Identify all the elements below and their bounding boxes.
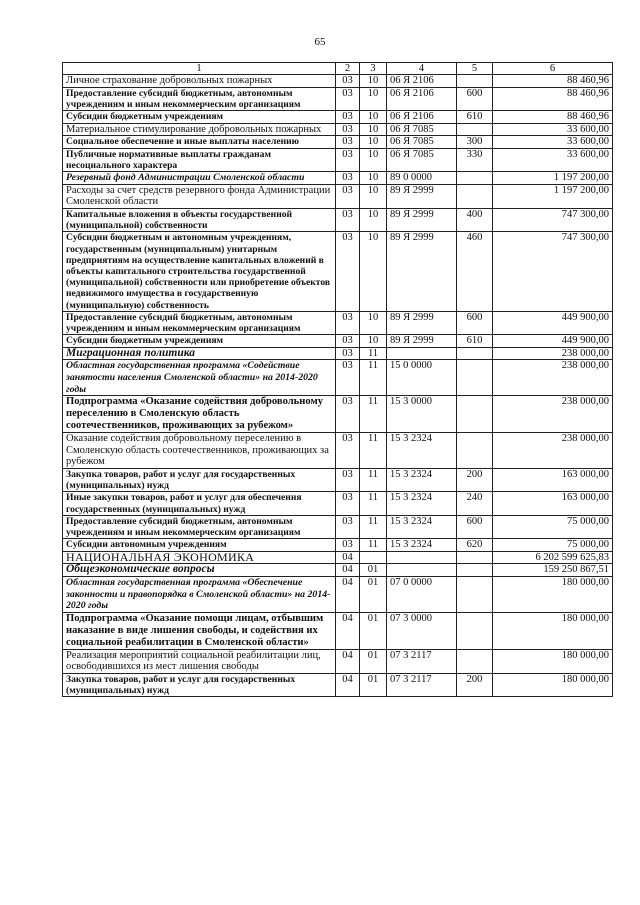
table-row	[63, 111, 613, 124]
amount-cell: 180 000,00	[493, 576, 613, 612]
amount-cell: 238 000,00	[493, 347, 613, 360]
row-name-cell: Субсидии бюджетным учреждениям	[63, 335, 336, 348]
table-row	[63, 433, 613, 469]
target-article-cell: 89 Я 2999	[387, 184, 457, 208]
row-name-cell: Публичные нормативные выплаты гражданам несоциального характера	[63, 148, 336, 171]
subsection-code-cell: 11	[360, 515, 387, 538]
target-article-cell: 07 0 0000	[387, 576, 457, 612]
amount-cell: 238 000,00	[493, 396, 613, 433]
subsection-code-cell: 11	[360, 347, 387, 360]
target-article-cell: 07 3 2117	[387, 649, 457, 673]
target-article-cell: 15 3 2324	[387, 539, 457, 552]
row-name-cell: Предоставление субсидий бюджетным, автономным учреждениям и иным некоммерческим организациям	[63, 311, 336, 334]
table-row	[63, 335, 613, 348]
expense-type-cell	[457, 396, 493, 433]
subsection-code-cell: 11	[360, 360, 387, 396]
target-article-cell: 06 Я 2106	[387, 75, 457, 88]
target-article-cell: 06 Я 7085	[387, 148, 457, 171]
section-code-cell: 03	[336, 433, 360, 469]
table-row	[63, 311, 613, 334]
target-article-cell: 06 Я 7085	[387, 123, 457, 136]
row-name-cell: Закупка товаров, работ и услуг для государственных (муниципальных) нужд	[63, 673, 336, 696]
section-code-cell: 03	[336, 75, 360, 88]
table-row	[63, 75, 613, 88]
expense-type-cell	[457, 360, 493, 396]
section-code-cell: 04	[336, 576, 360, 612]
target-article-cell: 15 3 0000	[387, 396, 457, 433]
row-name-cell: Подпрограмма «Оказание помощи лицам, отбывшим наказание в виде лишения свободы, и содействия их социальной реабилитации в Смоленской области»	[63, 612, 336, 649]
target-article-cell: 06 Я 2106	[387, 111, 457, 124]
row-name-cell: Субсидии автономным учреждениям	[63, 539, 336, 552]
subsection-code-cell: 10	[360, 311, 387, 334]
amount-cell: 75 000,00	[493, 539, 613, 552]
row-name-cell: Субсидии бюджетным учреждениям	[63, 111, 336, 124]
expense-type-cell	[457, 433, 493, 469]
subsection-code-cell: 10	[360, 75, 387, 88]
expense-type-cell: 620	[457, 539, 493, 552]
subsection-code-cell: 11	[360, 396, 387, 433]
amount-cell: 88 460,96	[493, 87, 613, 110]
expense-type-cell: 200	[457, 468, 493, 491]
section-code-cell: 03	[336, 87, 360, 110]
row-name-cell: Иные закупки товаров, работ и услуг для обеспечения государственных (муниципальных) нужд	[63, 492, 336, 515]
expense-type-cell: 330	[457, 148, 493, 171]
expense-type-cell	[457, 564, 493, 577]
expense-type-cell: 300	[457, 136, 493, 149]
target-article-cell: 06 Я 7085	[387, 136, 457, 149]
expense-type-cell: 610	[457, 335, 493, 348]
row-name-cell: Подпрограмма «Оказание содействия добровольному переселению в Смоленскую область соотечественников, проживающих за рубежом»	[63, 396, 336, 433]
section-code-cell: 03	[336, 335, 360, 348]
amount-cell: 88 460,96	[493, 75, 613, 88]
table-row	[63, 492, 613, 515]
header-cell: 6	[493, 63, 613, 75]
row-name-cell: Миграционная политика	[63, 347, 336, 360]
section-code-cell: 03	[336, 360, 360, 396]
section-code-cell: 04	[336, 649, 360, 673]
target-article-cell: 07 3 0000	[387, 612, 457, 649]
section-code-cell: 03	[336, 396, 360, 433]
expense-type-cell: 600	[457, 311, 493, 334]
target-article-cell: 07 3 2117	[387, 673, 457, 696]
table-row	[63, 123, 613, 136]
expense-type-cell: 240	[457, 492, 493, 515]
subsection-code-cell: 10	[360, 87, 387, 110]
row-name-cell: Расходы за счет средств резервного фонда Администрации Смоленской области	[63, 184, 336, 208]
budget-table	[62, 62, 613, 697]
table-row	[63, 551, 613, 564]
table-row	[63, 347, 613, 360]
expense-type-cell: 200	[457, 673, 493, 696]
row-name-cell: Реализация мероприятий социальной реабилитации лиц, освободившихся из мест лишения свободы	[63, 649, 336, 673]
row-name-cell: Резервный фонд Администрации Смоленской области	[63, 172, 336, 185]
amount-cell: 180 000,00	[493, 673, 613, 696]
expense-type-cell	[457, 576, 493, 612]
target-article-cell: 89 Я 2999	[387, 208, 457, 231]
expense-type-cell	[457, 184, 493, 208]
header-cell: 3	[360, 63, 387, 75]
section-code-cell: 03	[336, 136, 360, 149]
amount-cell: 747 300,00	[493, 232, 613, 311]
row-name-cell: Областная государственная программа «Обеспечение законности и правопорядка в Смоленской области» на 2014-2020 годы	[63, 576, 336, 612]
section-code-cell: 03	[336, 123, 360, 136]
subsection-code-cell: 01	[360, 612, 387, 649]
table-row	[63, 184, 613, 208]
amount-cell: 449 900,00	[493, 335, 613, 348]
subsection-code-cell: 10	[360, 172, 387, 185]
subsection-code-cell: 01	[360, 576, 387, 612]
subsection-code-cell: 11	[360, 492, 387, 515]
subsection-code-cell: 10	[360, 232, 387, 311]
section-code-cell: 03	[336, 347, 360, 360]
table-row	[63, 673, 613, 696]
section-code-cell: 03	[336, 468, 360, 491]
amount-cell: 163 000,00	[493, 468, 613, 491]
table-row	[63, 396, 613, 433]
target-article-cell: 89 Я 2999	[387, 232, 457, 311]
amount-cell: 238 000,00	[493, 433, 613, 469]
amount-cell: 88 460,96	[493, 111, 613, 124]
amount-cell: 449 900,00	[493, 311, 613, 334]
row-name-cell: Субсидии бюджетным и автономным учреждениям, государственным (муниципальным) унитарным предприятиям на осуществление капитальных вложений в объекты капитального строительства государственной (муниципальной) собственности или приобретение объектов недвижимого имущества в государственную (муниципальную) собственность	[63, 232, 336, 311]
section-code-cell: 03	[336, 492, 360, 515]
row-name-cell: Капитальные вложения в объекты государственной (муниципальной) собственности	[63, 208, 336, 231]
amount-cell: 180 000,00	[493, 612, 613, 649]
header-cell: 5	[457, 63, 493, 75]
subsection-code-cell: 01	[360, 649, 387, 673]
section-code-cell: 03	[336, 208, 360, 231]
target-article-cell: 15 3 2324	[387, 468, 457, 491]
expense-type-cell	[457, 347, 493, 360]
target-article-cell	[387, 551, 457, 564]
table-row	[63, 360, 613, 396]
section-code-cell: 03	[336, 311, 360, 334]
row-name-cell: Областная государственная программа «Содействие занятости населения Смоленской области» на 2014-2020 годы	[63, 360, 336, 396]
subsection-code-cell: 11	[360, 468, 387, 491]
section-code-cell: 03	[336, 232, 360, 311]
row-name-cell: Оказание содействия добровольному переселению в Смоленскую область соотечественников, проживающих за рубежом	[63, 433, 336, 469]
amount-cell: 180 000,00	[493, 649, 613, 673]
expense-type-cell: 460	[457, 232, 493, 311]
table-row	[63, 148, 613, 171]
expense-type-cell: 610	[457, 111, 493, 124]
target-article-cell: 15 3 2324	[387, 515, 457, 538]
section-code-cell: 04	[336, 564, 360, 577]
amount-cell: 6 202 599 625,83	[493, 551, 613, 564]
table-body	[63, 75, 613, 697]
target-article-cell: 15 3 2324	[387, 433, 457, 469]
target-article-cell: 15 0 0000	[387, 360, 457, 396]
header-cell: 1	[63, 63, 336, 75]
table-row	[63, 232, 613, 311]
expense-type-cell	[457, 649, 493, 673]
expense-type-cell: 600	[457, 87, 493, 110]
target-article-cell	[387, 347, 457, 360]
subsection-code-cell: 10	[360, 184, 387, 208]
subsection-code-cell	[360, 551, 387, 564]
target-article-cell	[387, 564, 457, 577]
subsection-code-cell: 10	[360, 136, 387, 149]
subsection-code-cell: 10	[360, 335, 387, 348]
page-number: 65	[314, 36, 326, 48]
target-article-cell: 89 Я 2999	[387, 311, 457, 334]
table-row	[63, 649, 613, 673]
row-name-cell: Закупка товаров, работ и услуг для государственных (муниципальных) нужд	[63, 468, 336, 491]
section-code-cell: 03	[336, 111, 360, 124]
amount-cell: 747 300,00	[493, 208, 613, 231]
target-article-cell: 89 Я 2999	[387, 335, 457, 348]
amount-cell: 33 600,00	[493, 148, 613, 171]
table-row	[63, 576, 613, 612]
subsection-code-cell: 01	[360, 673, 387, 696]
table-row	[63, 208, 613, 231]
table-header	[63, 63, 613, 75]
table-row	[63, 136, 613, 149]
target-article-cell: 89 0 0000	[387, 172, 457, 185]
row-name-cell: Предоставление субсидий бюджетным, автономным учреждениям и иным некоммерческим организациям	[63, 87, 336, 110]
amount-cell: 1 197 200,00	[493, 172, 613, 185]
section-code-cell: 03	[336, 172, 360, 185]
table-row	[63, 612, 613, 649]
row-name-cell: Социальное обеспечение и иные выплаты населению	[63, 136, 336, 149]
subsection-code-cell: 10	[360, 111, 387, 124]
target-article-cell: 06 Я 2106	[387, 87, 457, 110]
subsection-code-cell: 11	[360, 433, 387, 469]
section-code-cell: 04	[336, 673, 360, 696]
table-row	[63, 172, 613, 185]
section-code-cell: 03	[336, 148, 360, 171]
row-name-cell: Предоставление субсидий бюджетным, автономным учреждениям и иным некоммерческим организациям	[63, 515, 336, 538]
table-row	[63, 515, 613, 538]
amount-cell: 163 000,00	[493, 492, 613, 515]
amount-cell: 238 000,00	[493, 360, 613, 396]
amount-cell: 159 250 867,51	[493, 564, 613, 577]
section-code-cell: 03	[336, 515, 360, 538]
table-row	[63, 87, 613, 110]
row-name-cell: НАЦИОНАЛЬНАЯ ЭКОНОМИКА	[63, 551, 336, 564]
section-code-cell: 03	[336, 184, 360, 208]
section-code-cell: 03	[336, 539, 360, 552]
expense-type-cell	[457, 123, 493, 136]
subsection-code-cell: 01	[360, 564, 387, 577]
expense-type-cell: 600	[457, 515, 493, 538]
table-row	[63, 564, 613, 577]
subsection-code-cell: 11	[360, 539, 387, 552]
table-row	[63, 468, 613, 491]
row-name-cell: Общеэкономические вопросы	[63, 564, 336, 577]
header-cell: 2	[336, 63, 360, 75]
row-name-cell: Личное страхование добровольных пожарных	[63, 75, 336, 88]
expense-type-cell	[457, 75, 493, 88]
section-code-cell: 04	[336, 612, 360, 649]
target-article-cell: 15 3 2324	[387, 492, 457, 515]
amount-cell: 33 600,00	[493, 123, 613, 136]
expense-type-cell	[457, 551, 493, 564]
amount-cell: 33 600,00	[493, 136, 613, 149]
subsection-code-cell: 10	[360, 123, 387, 136]
subsection-code-cell: 10	[360, 148, 387, 171]
amount-cell: 1 197 200,00	[493, 184, 613, 208]
amount-cell: 75 000,00	[493, 515, 613, 538]
expense-type-cell	[457, 612, 493, 649]
subsection-code-cell: 10	[360, 208, 387, 231]
expense-type-cell: 400	[457, 208, 493, 231]
row-name-cell: Материальное стимулирование добровольных пожарных	[63, 123, 336, 136]
section-code-cell: 04	[336, 551, 360, 564]
header-cell: 4	[387, 63, 457, 75]
expense-type-cell	[457, 172, 493, 185]
